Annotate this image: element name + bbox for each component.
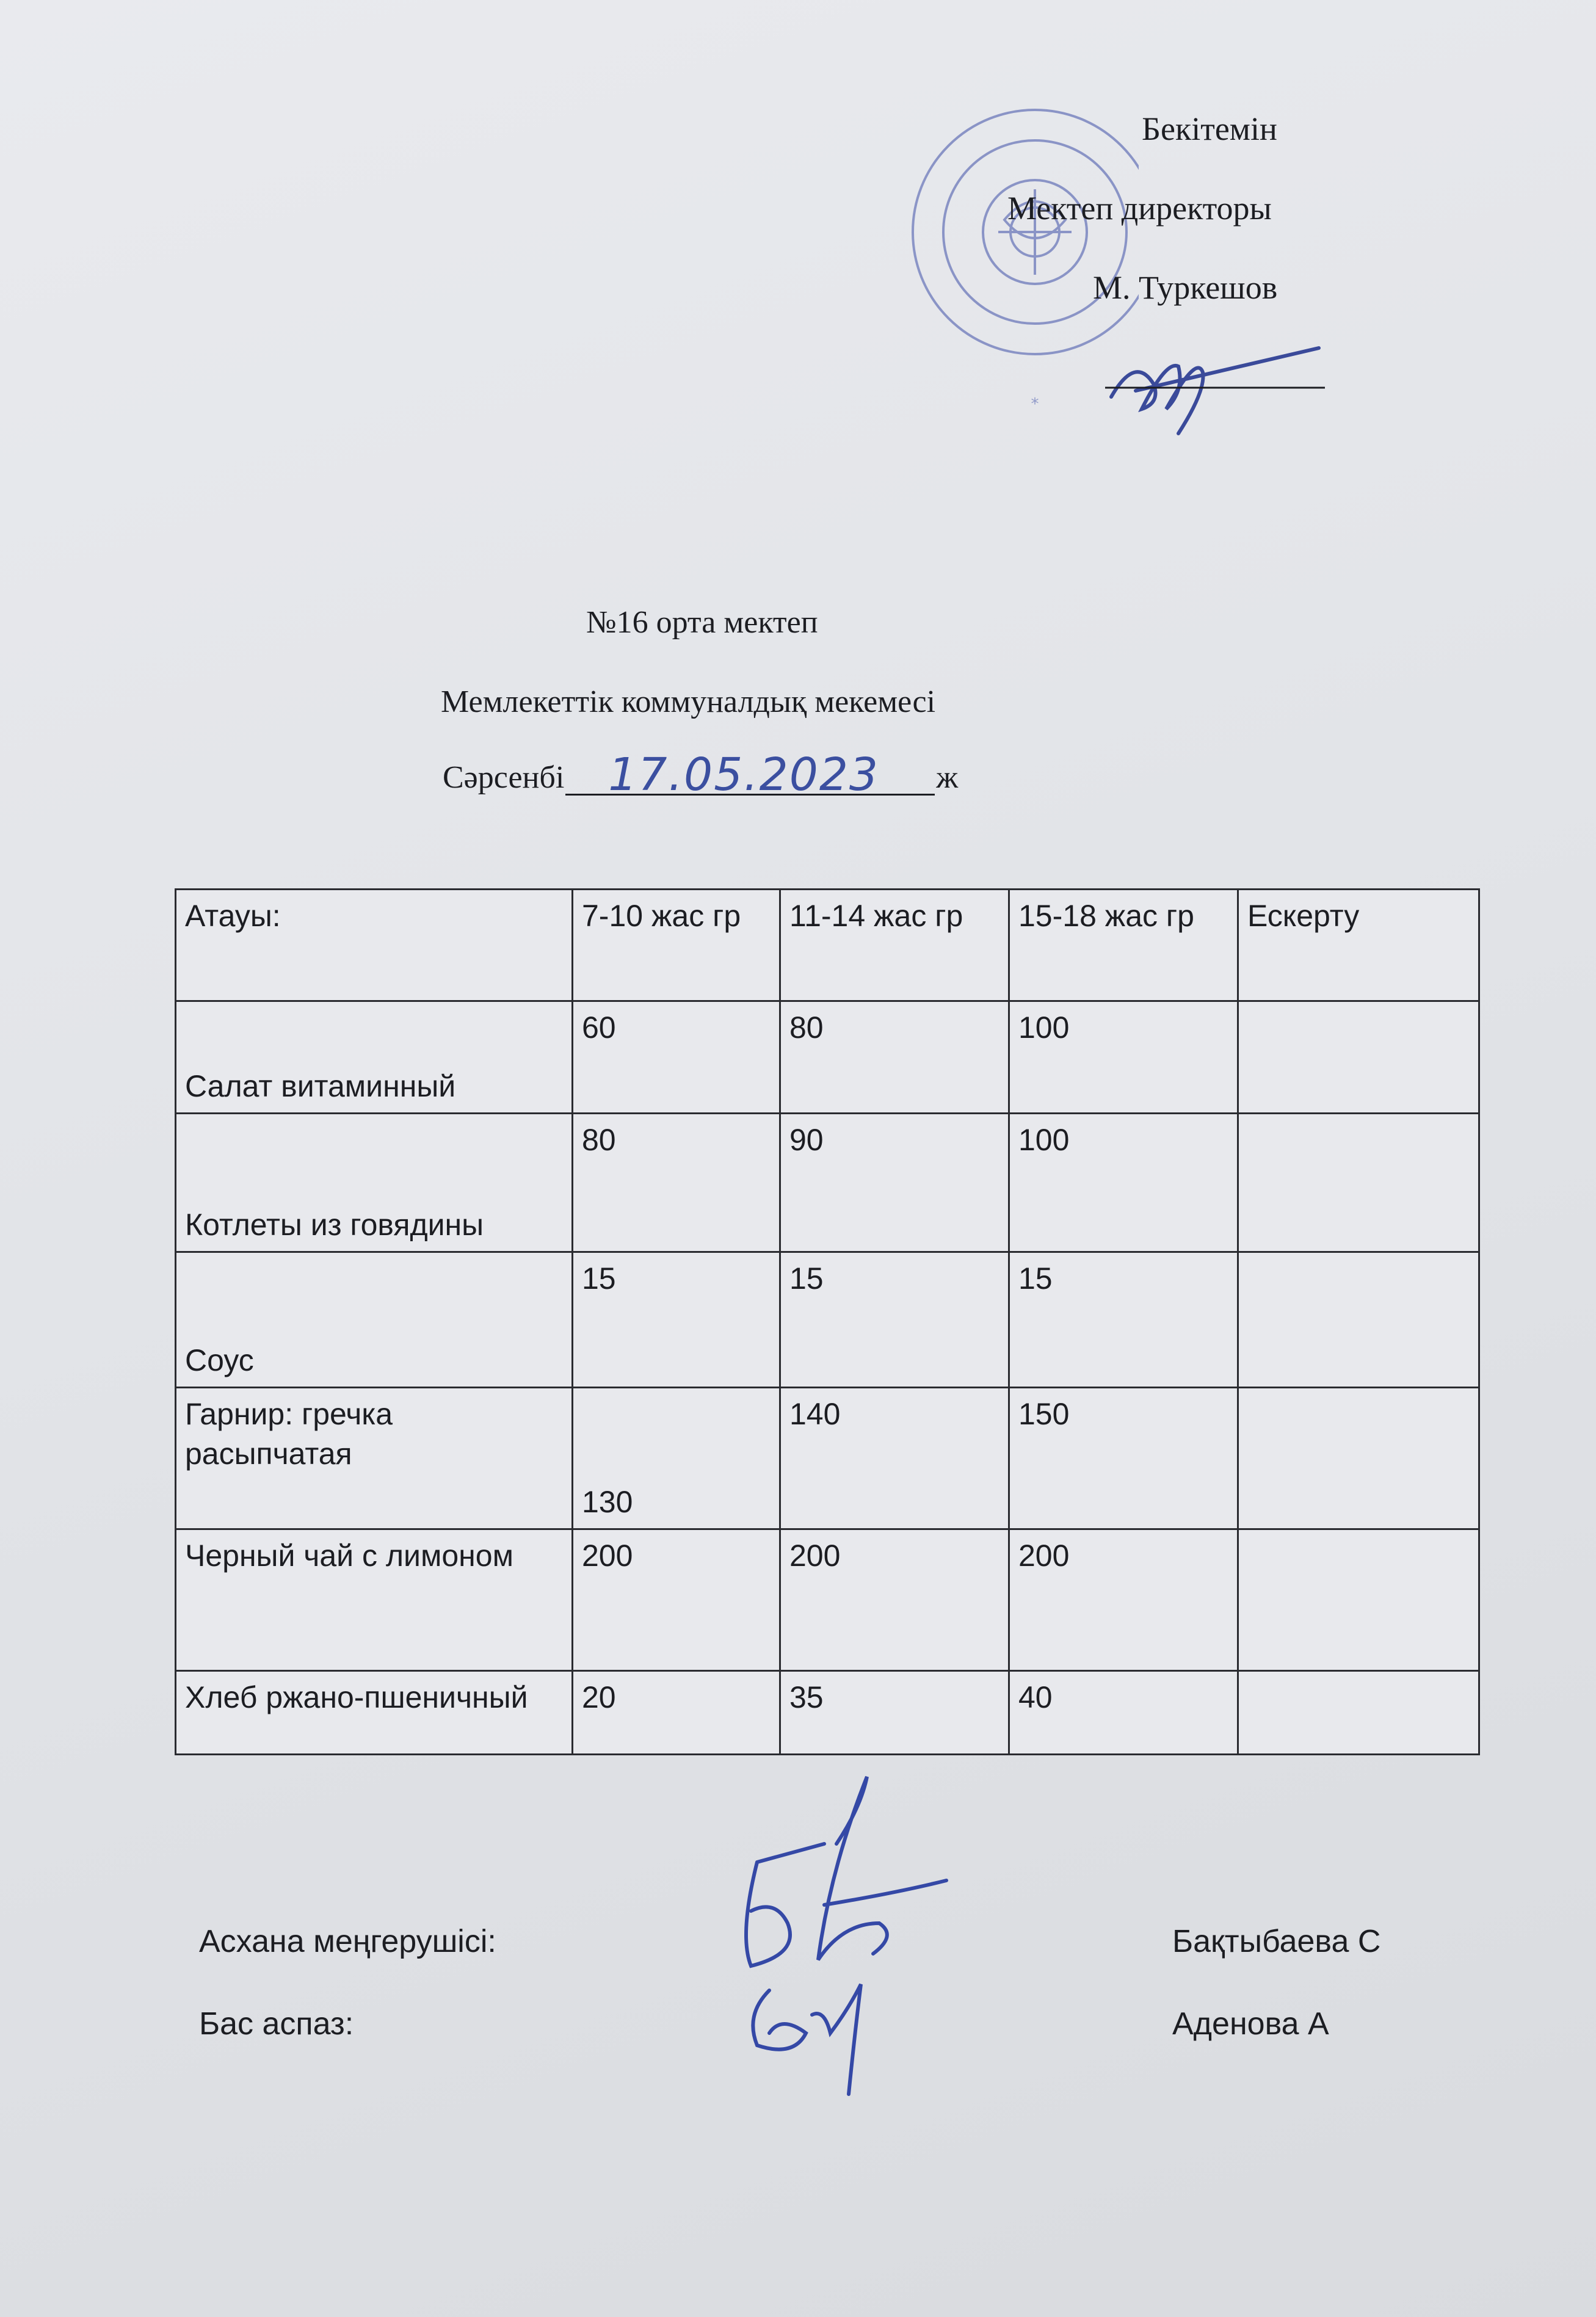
portion-7-10: 15	[573, 1252, 780, 1388]
director-signature	[1087, 330, 1331, 452]
dish-name: Гарнир: гречка расыпчатая	[176, 1387, 573, 1529]
portion-11-14: 35	[780, 1670, 1009, 1754]
chef-name: Аденова А	[1172, 2006, 1329, 2042]
year-suffix: ж	[936, 760, 959, 795]
portion-15-18: 150	[1009, 1387, 1238, 1529]
approval-position: Мектеп директоры	[1007, 190, 1272, 227]
portion-7-10: 80	[573, 1114, 780, 1252]
portion-15-18: 15	[1009, 1252, 1238, 1388]
date-blank	[565, 749, 935, 801]
header-note: Ескерту	[1238, 890, 1479, 1001]
portion-11-14: 80	[780, 1001, 1009, 1114]
day-label: Сәрсенбі	[443, 760, 565, 795]
table-row	[176, 1252, 1479, 1388]
header-age-11-14: 11-14 жас гр	[780, 890, 1009, 1001]
staff-signatures	[720, 1771, 1014, 2112]
table-row	[176, 1114, 1479, 1252]
header-age-7-10: 7-10 жас гр	[573, 890, 780, 1001]
dish-name: Черный чай с лимоном	[176, 1529, 573, 1670]
note-cell	[1238, 1529, 1479, 1670]
svg-text:*: *	[1031, 395, 1039, 413]
institution-type: Мемлекеттік коммуналдық мекемесі	[441, 684, 936, 719]
table-row	[176, 1001, 1479, 1114]
portion-11-14: 140	[780, 1387, 1009, 1529]
table-row	[176, 1387, 1479, 1529]
dish-name: Салат витаминный	[176, 1001, 573, 1114]
portion-11-14: 90	[780, 1114, 1009, 1252]
dish-name: Соус	[176, 1252, 573, 1388]
portion-11-14: 15	[780, 1252, 1009, 1388]
school-name: №16 орта мектеп	[586, 605, 818, 640]
portion-7-10: 200	[573, 1529, 780, 1670]
table-row	[176, 1529, 1479, 1670]
dish-name: Котлеты из говядины	[176, 1114, 573, 1252]
note-cell	[1238, 1001, 1479, 1114]
portion-7-10: 20	[573, 1670, 780, 1754]
date-line	[443, 749, 959, 801]
portion-7-10: 130	[573, 1387, 780, 1529]
note-cell	[1238, 1387, 1479, 1529]
portion-15-18: 100	[1009, 1114, 1238, 1252]
table-header-row	[176, 890, 1479, 1001]
portion-15-18: 200	[1009, 1529, 1238, 1670]
approval-title: Бекітемін	[1142, 111, 1277, 147]
manager-label: Асхана меңгерушісі:	[199, 1924, 496, 1959]
note-cell	[1238, 1252, 1479, 1388]
table-row	[176, 1670, 1479, 1754]
chef-label: Бас аспаз:	[199, 2006, 354, 2042]
manager-name: Бақтыбаева С	[1172, 1924, 1381, 1959]
note-cell	[1238, 1114, 1479, 1252]
portion-11-14: 200	[780, 1529, 1009, 1670]
approval-name: М. Туркешов	[1093, 269, 1278, 306]
header-age-15-18: 15-18 жас гр	[1009, 890, 1238, 1001]
portion-15-18: 100	[1009, 1001, 1238, 1114]
portion-15-18: 40	[1009, 1670, 1238, 1754]
menu-table	[175, 888, 1480, 1755]
portion-7-10: 60	[573, 1001, 780, 1114]
header-name: Атауы:	[176, 890, 573, 1001]
note-cell	[1238, 1670, 1479, 1754]
handwritten-date: 17.05.2023	[608, 749, 879, 801]
dish-name: Хлеб ржано-пшеничный	[176, 1670, 573, 1754]
